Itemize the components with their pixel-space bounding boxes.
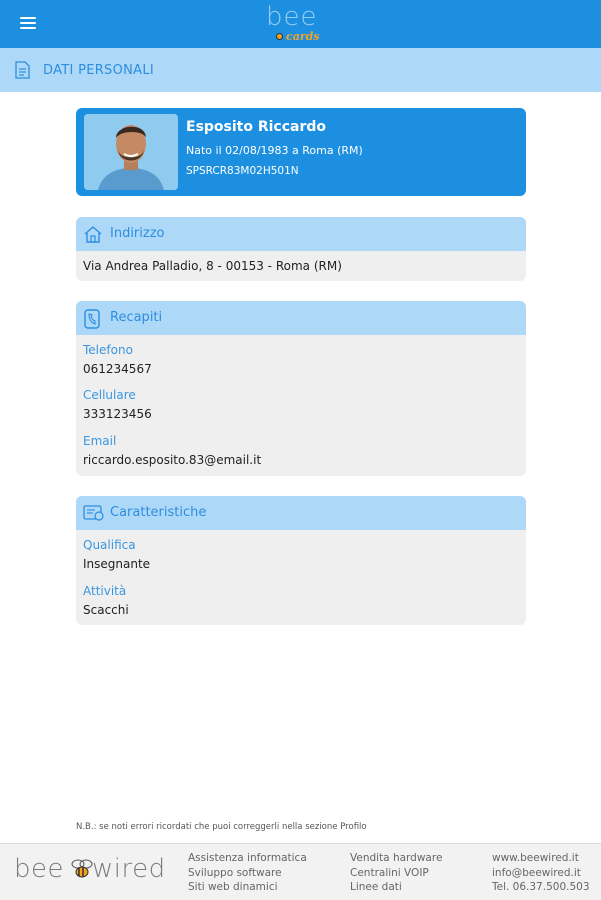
footer-logo-left: bee: [14, 854, 64, 884]
features-card-header: [76, 496, 526, 530]
footer-text: Centralini VOIP: [350, 866, 429, 879]
phone-icon: [83, 309, 101, 329]
address-card-title: Indirizzo: [110, 226, 165, 241]
footer-services-column: [188, 851, 307, 895]
phone-label: Telefono: [83, 343, 133, 357]
mobile-value: 333123456: [83, 407, 152, 421]
qualification-label: Qualifica: [83, 538, 136, 552]
mobile-label: Cellulare: [83, 388, 136, 402]
top-app-bar: [0, 0, 601, 48]
footer-text: Linee dati: [350, 881, 402, 893]
footer-text: Assistenza informatica: [188, 852, 307, 864]
logo-sub-text: cards: [286, 30, 320, 43]
profile-name: Esposito Riccardo: [186, 119, 327, 135]
footer: [0, 843, 601, 900]
activity-label: Attività: [83, 584, 127, 598]
footer-phone: Tel. 06.37.500.503: [492, 881, 590, 893]
profile-fiscal-code: SPSRCR83M02H501N: [186, 165, 299, 177]
email-label: Email: [83, 434, 117, 448]
hamburger-menu-icon[interactable]: [20, 17, 36, 30]
footer-email-link[interactable]: info@beewired.it: [492, 866, 581, 879]
contacts-card-header: [76, 301, 526, 335]
footer-text: Sviluppo software: [188, 866, 282, 879]
bee-icon: [69, 858, 95, 880]
footer-contacts-column: [492, 851, 590, 895]
qualification-value: Insegnante: [83, 557, 151, 571]
profile-photo: [84, 114, 178, 190]
footer-products-column: [350, 851, 442, 895]
contacts-card-title: Recapiti: [110, 310, 163, 325]
activity-value: Scacchi: [83, 603, 129, 617]
section-header: [0, 48, 601, 92]
footer-website-link[interactable]: www.beewired.it: [492, 852, 579, 864]
section-title: DATI PERSONALI: [43, 63, 155, 78]
footer-text: Vendita hardware: [350, 852, 443, 864]
profile-card: [76, 108, 526, 196]
bee-icon: [276, 33, 283, 40]
profile-birth-info: Nato il 02/08/1983 a Roma (RM): [186, 144, 363, 157]
address-value: Via Andrea Palladio, 8 - 00153 - Roma (RM): [83, 259, 342, 273]
correction-note: N.B.: se noti errori ricordati che puoi correggerli nella sezione Profilo: [76, 822, 367, 832]
features-card: [76, 496, 526, 625]
id-card-icon: [83, 504, 105, 522]
address-card-header: [76, 217, 526, 251]
footer-logo-right: wired: [92, 854, 166, 884]
contacts-card: [76, 301, 526, 476]
document-icon: [15, 61, 30, 79]
bee-cards-logo: [266, 4, 336, 44]
logo-main-text: bee: [266, 2, 318, 32]
phone-value: 061234567: [83, 362, 152, 376]
address-card: [76, 217, 526, 281]
footer-text: Siti web dinamici: [188, 881, 278, 893]
email-value: riccardo.esposito.83@email.it: [83, 453, 262, 467]
features-card-title: Caratteristiche: [110, 505, 207, 520]
home-icon: [83, 225, 103, 243]
